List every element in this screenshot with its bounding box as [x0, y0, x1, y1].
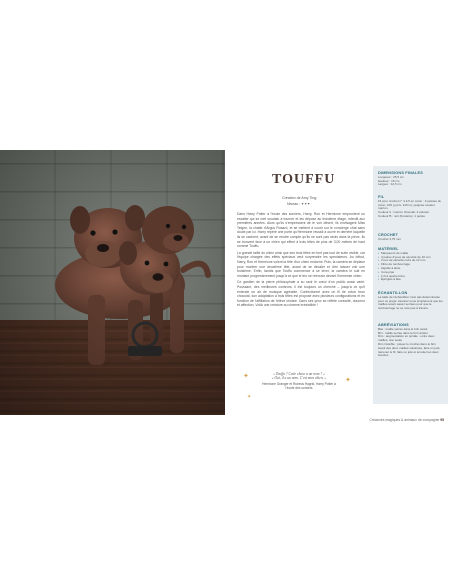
photo-page	[0, 150, 225, 415]
section-heading: FIL	[378, 195, 385, 199]
section-heading: CROCHET	[378, 233, 399, 237]
list-item: • 1 fil à quatre brins	[378, 275, 444, 279]
quote-line: « Oui, il a un nom. C'est mon chien. »	[271, 376, 327, 381]
quote-box	[259, 372, 339, 391]
sidebar-line: Largeur : 12,5 cm	[378, 182, 402, 187]
sparkle-icon: ✦	[243, 373, 249, 380]
sidebar-line: Bm : maille serrée dans le brin arrière	[378, 330, 429, 335]
list-item: • Épingles à tête	[378, 278, 444, 282]
paragraph: Ce gardien de la pierre philosophale a su ravir le cœur d'un public aussi varié. Poussant, des meilleures conteurs, il est toujours un cherche – jusqu'à ce qu'il entende un air de musique agréable. Confectionné avec un fil de coton brun chocolat, son adaptation à trois têtes est proposé avec plusieurs configurations et en fonction de l'affiliation de l'élève choisie. Dans ses yeux se reflète curiosité, douceur et affection. Voilà une créature au charme irrésistible !	[237, 280, 365, 308]
materials-block	[378, 248, 444, 282]
article-body	[237, 212, 365, 310]
paragraph: La grande taille du chien ainsi que ses trois têtes en font pas tout de suite visible, car l'équipe chargée des effets spéciaux veut surprendre les spectateurs. Au début, Harry, Ron et Hermione voient la tête d'un chien endormi. Puis, la caméra se déplace pour montrer une deuxième tête, avant de se décaler et d'en laisser voir une troisième. Enfin, tandis que Touffu commence à se lever, la caméra le suit en montant progressivement jusqu'à ce que le trio se retrouve devant l'immense chien.	[237, 250, 365, 278]
section-heading: ABRÉVIATIONS	[378, 323, 409, 327]
sidebar-line: Fil pour crochet n° 4 à 5 en coton : 3 pelotes de coton, 100 g (env. 210 m), peignée couleur marron.	[378, 198, 442, 211]
list-item: • 3 nez de sécurité noirs de 12 mm	[378, 259, 444, 263]
text-page	[225, 150, 452, 422]
section-heading: ÉCHANTILLON	[378, 291, 408, 295]
page-number: 95	[440, 418, 444, 422]
page-title: TOUFFU	[272, 172, 336, 187]
sidebar-line: La taille de l'échantillon n'est pas déterminante pour ce projet. Assurez-vous simplement que les mailles soient assez serrées pour que le rembourrage ne se voie pas à travers.	[378, 294, 443, 311]
quote-source: Hermione Granger et Rubeus Hagrid, Harry Potter à l'école des sorciers	[262, 381, 336, 391]
paragraph: Dans Harry Potter à l'école des sorciers, Harry, Ron et Hermione empruntent un escalier qui se met soudain à tourner et les dépose au troisième étage, interdit aux premières années. Alors qu'ils s'empressent de le voir désert, ils envisagent Miss Teigne, la chatte d'Argus Rusard, et se mettent à courir sur le concierge chat sans doute par ici. Harry repère une porte qu'Hermione réussit à ouvrir et derrière laquelle ils se cachent, avant de se rendre compte qu'ils ne sont pas seuls dans la pièce. Ils se trouvent face à un chien qui effect à trois têtes de plus de 3,00 mètres de haut nommé Touffu.	[237, 212, 365, 249]
section-heading: DIMENSIONS FINALES	[378, 171, 423, 175]
sparkle-icon: ✦	[345, 377, 351, 384]
sidebar-line: Dim invisible : piquer le crochet dans le brin avant des deux mailles suivantes, faire un jeté, ramener le fil, faire un jeté et écouler les deux boucles	[378, 341, 441, 358]
quote-line: « Touffu ? Cette chose a un nom ? »	[273, 372, 325, 376]
page-footer	[370, 418, 444, 422]
sidebar-line: Couleur B : noir (broderie), 1 pelote	[378, 213, 426, 218]
footer-text: Créatures magiques & animaux de compagnie	[369, 418, 440, 422]
sidebar-line: Hauteur : 15 cm	[378, 178, 400, 183]
sidebar-line: Dim : augmentation en spirale : entre deux mailles, une seule	[378, 334, 435, 343]
materials-sidebar	[373, 166, 448, 404]
sidebar-line: Bas : maille serrée dans le brin avant	[378, 326, 428, 331]
section-heading: MATÉRIEL	[378, 247, 399, 251]
difficulty-level: Niveau : ✦✦✦	[287, 202, 311, 206]
book-spread	[0, 150, 452, 422]
yarn-block	[378, 196, 444, 219]
list-item: • Marqueurs de maille	[378, 252, 444, 256]
gauge-block	[378, 292, 444, 311]
list-item: • Aiguille à laine	[378, 267, 444, 271]
sparkle-icon: ✦	[247, 394, 252, 400]
designer-credit: Création de Amy Ting	[282, 196, 317, 200]
photo-vignette	[0, 150, 225, 415]
list-item: • Fibre de rembourrage	[378, 263, 444, 267]
list-item: • 3 paires d'yeux de sécurité de 10 mm	[378, 256, 444, 260]
abbreviations-block	[378, 324, 444, 358]
sidebar-line: Crochet 3,75 mm	[378, 236, 402, 241]
dimensions-block	[378, 172, 444, 187]
sidebar-line: Longueur : 25,5 cm	[378, 174, 404, 179]
list-item: • Cure-pipe	[378, 271, 444, 275]
hook-block	[378, 234, 444, 242]
sidebar-line: Couleur A : marron chocolat, 2 pelotes	[378, 210, 429, 215]
